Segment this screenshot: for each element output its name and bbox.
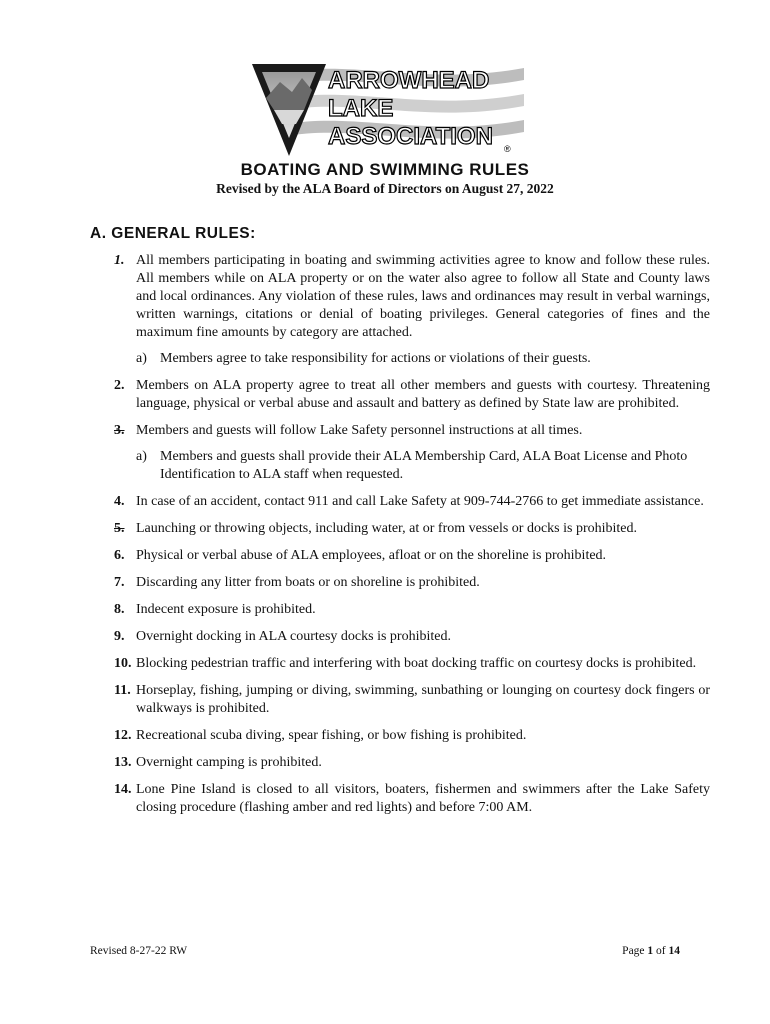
rule-1-subitem-a — [90, 350, 710, 368]
rule-7 — [90, 574, 710, 592]
rule-number: 8. — [114, 602, 125, 617]
rule-number: 5. — [114, 521, 125, 536]
rule-number: 13. — [114, 755, 132, 770]
rule-number: 7. — [114, 575, 125, 590]
rule-number: 3. — [114, 423, 125, 438]
rule-text: Recreational scuba diving, spear fishing, or bow fishing is prohibited. — [136, 728, 527, 743]
rule-number: 10. — [114, 656, 132, 671]
rule-number: 4. — [114, 494, 125, 509]
rule-number: 14. — [114, 782, 132, 797]
rule-text: Horseplay, fishing, jumping or diving, swimming, sunbathing or lounging on courtesy dock fingers or walkways is prohibited. — [136, 683, 710, 716]
rule-text: Indecent exposure is prohibited. — [136, 602, 316, 617]
rule-text: All members participating in boating and swimming activities agree to know and follow these rules. All members while on ALA property or on the water also agree to follow all State and County laws and local ordinances. Any violation of these rules, laws and ordinances may result in verbal warnings, written warnings, citations or denial of boating privileges. General categories of fines and the maximum fine amounts by category are attached. — [136, 253, 710, 340]
subitem-letter: a) — [136, 449, 147, 464]
rule-14 — [90, 781, 710, 817]
of-word: of — [656, 945, 666, 957]
subitem-text: Members agree to take responsibility for actions or violations of their guests. — [160, 351, 591, 366]
rule-text: Physical or verbal abuse of ALA employees, afloat or on the shoreline is prohibited. — [136, 548, 607, 563]
rule-text: Overnight camping is prohibited. — [136, 755, 322, 770]
rule-number: 2. — [114, 378, 125, 393]
rule-8 — [90, 601, 710, 619]
rule-text: Members on ALA property agree to treat all other members and guests with courtesy. Threatening language, physical or verbal abuse and assault and battery as defined by State law are prohibited. — [136, 378, 710, 411]
rule-11 — [90, 682, 710, 718]
page-current: 1 — [647, 945, 654, 957]
logo-line-2: LAKE — [328, 95, 394, 122]
rule-6 — [90, 547, 710, 565]
rule-9 — [90, 628, 710, 646]
rule-2 — [90, 377, 710, 413]
rule-text: Discarding any litter from boats or on shoreline is prohibited. — [136, 575, 480, 590]
document-subtitle: Revised by the ALA Board of Directors on August 27, 2022 — [216, 181, 554, 196]
rule-number: 1. — [114, 253, 125, 268]
rule-12 — [90, 727, 710, 745]
rule-3-subitem-a — [90, 448, 710, 484]
rule-number: 11. — [114, 683, 131, 698]
rule-text: Launching or throwing objects, including water, at or from vessels or docks is prohibited. — [136, 521, 637, 536]
rule-number: 9. — [114, 629, 125, 644]
arrowhead-lake-association-logo — [246, 58, 526, 158]
rule-3 — [90, 422, 710, 440]
page-total: 14 — [668, 945, 680, 957]
footer-page-number — [622, 945, 680, 957]
section-heading: A. GENERAL RULES: — [90, 225, 256, 242]
rule-text: Blocking pedestrian traffic and interfering with boat docking traffic on courtesy docks is prohibited. — [136, 656, 697, 671]
rule-text: In case of an accident, contact 911 and call Lake Safety at 909-744-2766 to get immediate assistance. — [136, 494, 704, 509]
rule-4 — [90, 493, 710, 511]
rule-1 — [90, 252, 710, 342]
rule-number: 6. — [114, 548, 125, 563]
rule-text: Lone Pine Island is closed to all visitors, boaters, fishermen and swimmers after the Lake Safety closing procedure (flashing amber and red lights) and before 7:00 AM. — [136, 782, 710, 815]
subitem-text: Members and guests shall provide their ALA Membership Card, ALA Boat License and Photo Identification to ALA staff when requested. — [160, 449, 688, 482]
subitem-letter: a) — [136, 351, 147, 366]
page-word: Page — [622, 945, 645, 957]
logo-line-3: ASSOCIATION — [328, 123, 493, 150]
rule-text: Members and guests will follow Lake Safety personnel instructions at all times. — [136, 423, 583, 438]
logo-registered-mark: ® — [504, 144, 511, 154]
footer-revision: Revised 8-27-22 RW — [90, 945, 188, 957]
rule-10 — [90, 655, 710, 673]
rule-text: Overnight docking in ALA courtesy docks is prohibited. — [136, 629, 451, 644]
document-title: BOATING AND SWIMMING RULES — [240, 160, 530, 179]
logo-line-1: ARROWHEAD — [328, 67, 490, 94]
rule-number: 12. — [114, 728, 132, 743]
rule-5 — [90, 520, 710, 538]
rule-13 — [90, 754, 710, 772]
rules-list — [90, 252, 710, 826]
